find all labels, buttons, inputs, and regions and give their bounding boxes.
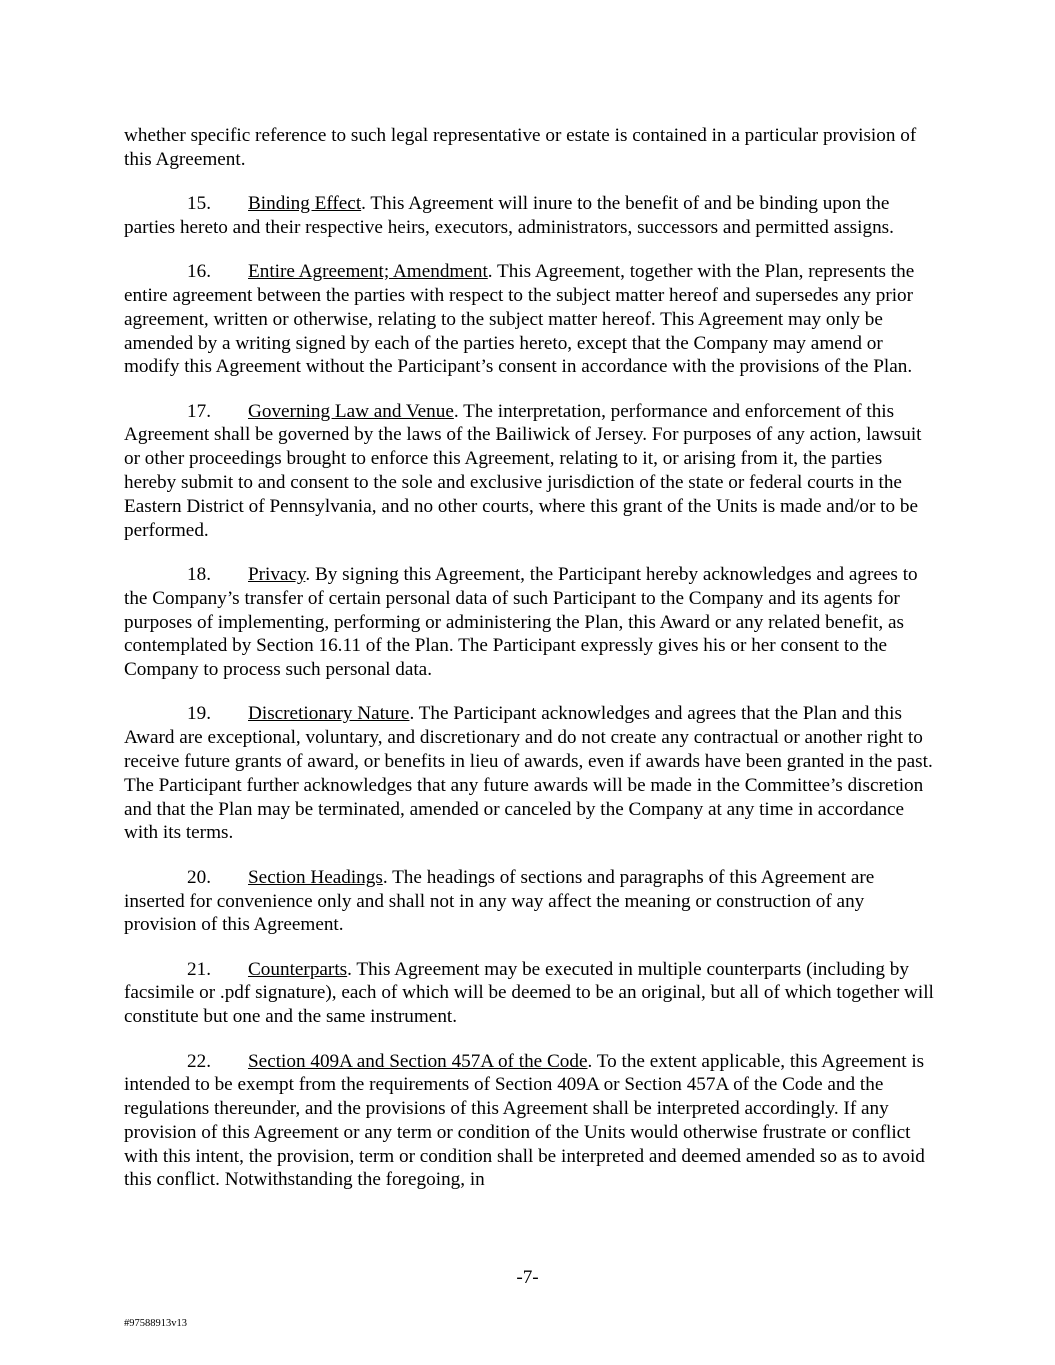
document-body — [124, 124, 934, 1213]
section-number: 22. — [187, 1050, 211, 1072]
section-body: . By signing this Agreement, the Participant hereby acknowledges and agrees to the Company’s transfer of certain personal data of such Participant to the Company and its agents for purposes of implementing, performing or administering the Plan, this Award or any related benefit, as contemplated by Section 16.11 of the Plan. The Participant expressly gives his or her consent to the Company to process such personal data. — [124, 563, 918, 681]
section-18 — [124, 563, 934, 682]
section-body: . The interpretation, performance and enforcement of this Agreement shall be governed by the laws of the Bailiwick of Jersey. For purposes of any action, lawsuit or other proceedings brought to enforce this Agreement, relating to it, or arising from it, the parties hereby submit to and consent to the sole and exclusive jurisdiction of the state or federal courts in the Eastern District of Pennsylvania, and no other courts, where this grant of the Units is made and/or to be performed. — [124, 400, 922, 541]
section-body: . The Participant acknowledges and agrees that the Plan and this Award are exceptional, voluntary, and discretionary and do not create any contractual or another right to receive future grants of award, or benefits in lieu of awards, even if awards have been granted in the past. The Participant further acknowledges that any future awards will be made in the Committee’s discretion and that the Plan may be terminated, amended or canceled by the Company at any time in accordance with its terms. — [124, 703, 933, 844]
section-number: 21. — [187, 958, 211, 980]
section-21 — [124, 958, 934, 1029]
section-title: Section 409A and Section 457A of the Code — [248, 1050, 588, 1072]
section-20 — [124, 866, 934, 937]
section-17 — [124, 400, 934, 543]
section-title: Discretionary Nature — [248, 703, 410, 725]
section-body: . To the extent applicable, this Agreement is intended to be exempt from the requirements of Section 409A or Section 457A of the Code and the regulations thereunder, and the provisions of this Agreement shall be interpreted accordingly. If any provision of this Agreement or any term or condition of the Units would otherwise frustrate or conflict with this intent, the provision, term or condition shall be interpreted and deemed amended so as to avoid this conflict. Notwithstanding the foregoing, in — [124, 1050, 925, 1191]
section-number: 18. — [187, 563, 211, 585]
section-body: . This Agreement, together with the Plan, represents the entire agreement between the parties with respect to the subject matter hereof and supersedes any prior agreement, written or otherwise, relating to the subject matter hereof. This Agreement may only be amended by a writing signed by each of the parties hereto, except that the Company may amend or modify this Agreement without the Participant’s consent in accordance with the provisions of the Plan. — [124, 261, 915, 378]
section-16 — [124, 260, 934, 379]
section-number: 19. — [187, 703, 211, 725]
document-id: #97588913v13 — [124, 1318, 187, 1329]
section-19 — [124, 702, 934, 845]
section-body: . This Agreement may be executed in multiple counterparts (including by facsimile or .pdf signature), each of which will be deemed to be an original, but all of which together will constitute but one and the same instrument. — [124, 958, 934, 1028]
section-title: Privacy — [248, 563, 306, 585]
section-number: 17. — [187, 400, 211, 422]
section-15 — [124, 192, 934, 240]
section-body: . The headings of sections and paragraphs of this Agreement are inserted for convenience only and shall not in any way affect the meaning or construction of any provision of this Agreement. — [124, 866, 875, 936]
section-title: Section Headings — [248, 866, 383, 888]
section-number: 20. — [187, 866, 211, 888]
section-title: Governing Law and Venue — [248, 400, 454, 422]
section-title: Binding Effect — [248, 193, 362, 215]
section-body: . This Agreement will inure to the benefit of and be binding upon the parties hereto and their respective heirs, executors, administrators, successors and permitted assigns. — [124, 193, 894, 238]
page-number: -7- — [516, 1267, 539, 1288]
section-number: 16. — [187, 261, 211, 283]
continuation-paragraph: whether specific reference to such legal representative or estate is contained in a particular provision of this Agreement. — [124, 125, 917, 170]
section-title: Counterparts — [248, 958, 348, 980]
section-title: Entire Agreement; Amendment — [248, 261, 488, 283]
section-number: 15. — [187, 193, 211, 215]
section-22 — [124, 1050, 934, 1193]
